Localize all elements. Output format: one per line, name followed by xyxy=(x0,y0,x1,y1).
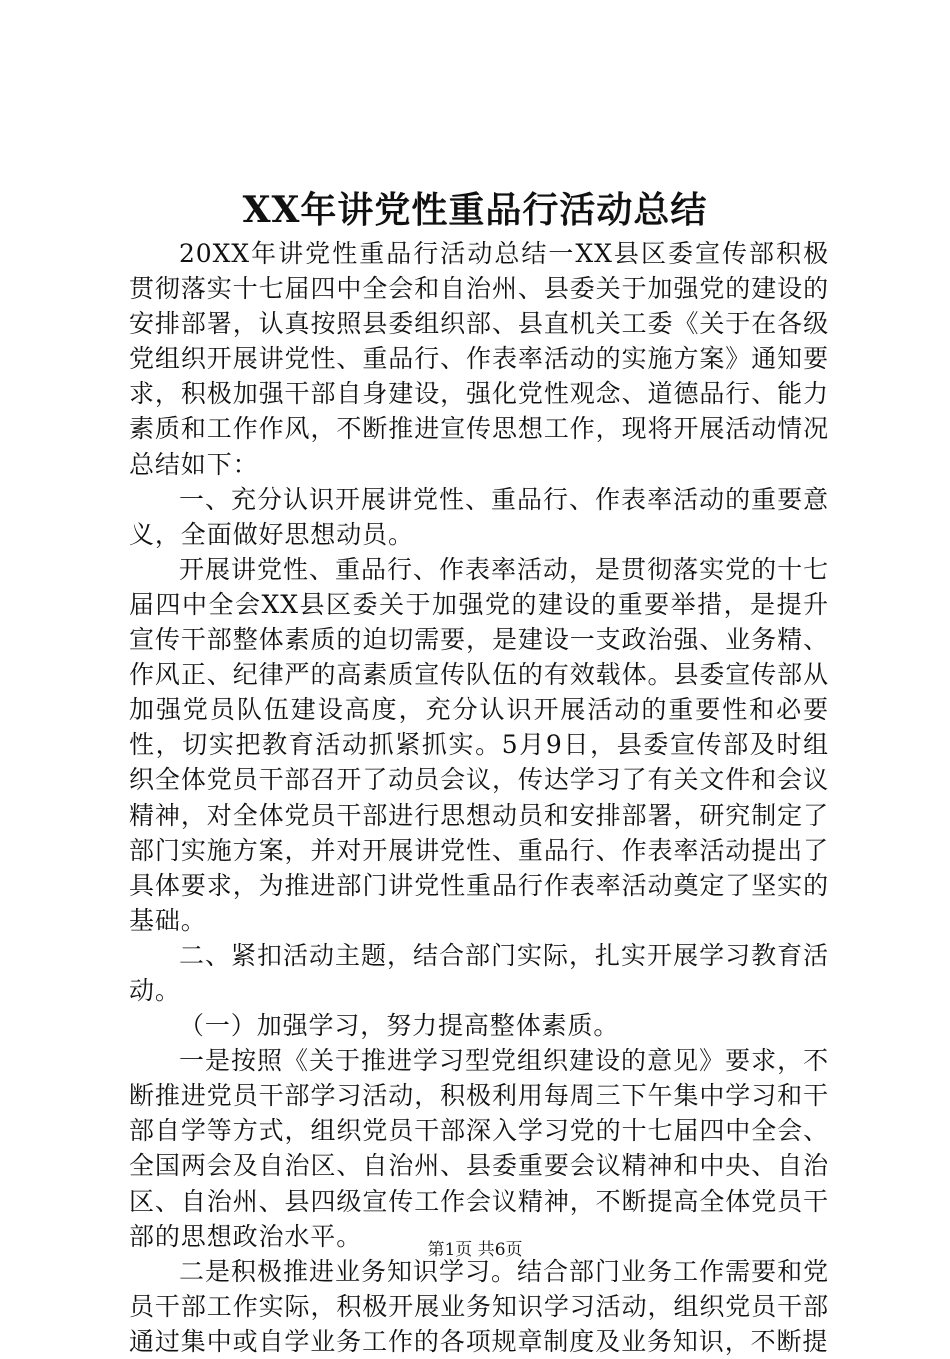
paragraph-heading-1: 一、充分认识开展讲党性、重品行、作表率活动的重要意义，全面做好思想动员。 xyxy=(129,484,829,549)
paragraph-intro: 20XX年讲党性重品行活动总结一XX县区委宣传部积极贯彻落实十七届四中全会和自治州、县委关于加强党的建设的安排部署，认真按照县委组织部、县直机关工委《关于在各级党组织开展讲党性、重品行、作表率活动的实施方案》通知要求，积极加强干部自身建设，强化党性观念、道德品行、能力素质和工作作风，不断推进宣传思想工作，现将开展活动情况总结如下： xyxy=(129,239,829,479)
document-title: XX年讲党性重品行活动总结 xyxy=(242,189,708,231)
paragraph-heading-2: 二、紧扣活动主题，结合部门实际，扎实开展学习教育活动。 xyxy=(129,940,829,1005)
page-number-footer: 第1页 共6页 xyxy=(427,1240,523,1260)
paragraph-mobilization: 开展讲党性、重品行、作表率活动，是贯彻落实党的十七届四中全会XX县区委关于加强党的建设的重要举措，是提升宣传干部整体素质的迫切需要，是建设一支政治强、业务精、作风正、纪律严的高素质宣传队伍的有效载体。县委宣传部从加强党员队伍建设高度，充分认识开展活动的重要性和必要性，切实把教育活动抓紧抓实。5月9日，县委宣传部及时组织全体党员干部召开了动员会议，传达学习了有关文件和会议精神，对全体党员干部进行思想动员和安排部署，研究制定了部门实施方案，并对开展讲党性、重品行、作表率活动提出了具体要求，为推进部门讲党性重品行作表率活动奠定了坚实的基础。 xyxy=(129,554,829,935)
document-body xyxy=(129,236,829,1359)
paragraph-subheading-1: （一）加强学习，努力提高整体素质。 xyxy=(179,1011,620,1041)
paragraph-study: 一是按照《关于推进学习型党组织建设的意见》要求，不断推进党员干部学习活动，积极利用每周三下午集中学习和干部自学等方式，组织党员干部深入学习党的十七届四中全会、全国两会及自治区、自治州、县委重要会议精神和中央、自治区、自治州、县四级宣传工作会议精神，不断提高全体党员干部的思想政治水平。 xyxy=(129,1046,829,1251)
paragraph-business-study: 二是积极推进业务知识学习。结合部门业务工作需要和党员干部工作实际，积极开展业务知识学习活动，组织党员干部通过集中或自学业务工作的各项规章制度及业务知识，不断提 xyxy=(129,1256,829,1356)
